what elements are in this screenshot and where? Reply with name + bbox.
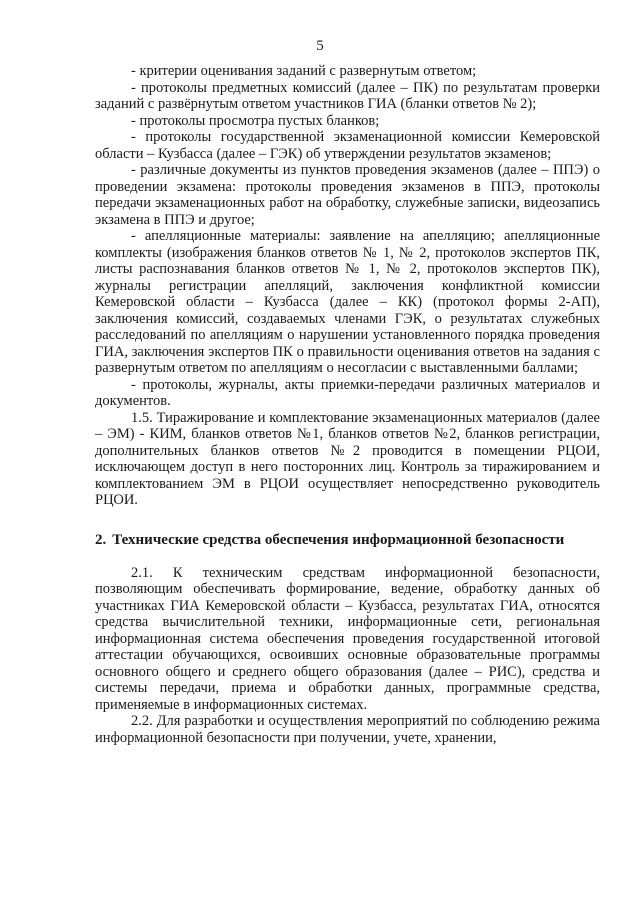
list-item-criteria: - критерии оценивания заданий с развернутым ответом;	[131, 63, 477, 79]
section-2-heading	[95, 531, 600, 549]
clause-2-1: 2.1. К техническим средствам информационной безопасности, позволяющим обеспечивать формирование, ведение, обработку данных об участниках ГИА Кемеровской области – Кузбасса, результатах ГИА, относятся средства вычислительной техники, информационные сети, региональная информационная система обеспечения проведения государственной итоговой аттестации обучающихся, освоивших основные образовательные программы основного общего и среднего общего образования (далее – РИС), средства и системы передачи, приема и обработки данных, программные средства, применяемые в информационных системах.	[95, 564, 600, 713]
list-item-gek-protocols: - протоколы государственной экзаменационной комиссии Кемеровской области – Кузбасса (далее – ГЭК) об утверждении результатов экзаменов;	[95, 129, 600, 162]
list-item-subject-commission-protocols: - протоколы предметных комиссий (далее – ПК) по результатам проверки заданий с развёрнутым ответом участников ГИА (бланки ответов № 2);	[95, 79, 600, 112]
clause-2-2: 2.2. Для разработки и осуществления мероприятий по соблюдению режима информационной безопасности при получении, учете, хранении,	[95, 713, 600, 746]
list-item-acceptance-acts: - протоколы, журналы, акты приемки-передачи различных материалов и документов.	[95, 376, 600, 409]
page-number: 5	[316, 38, 324, 54]
clause-1-5: 1.5. Тиражирование и комплектование экзаменационных материалов (далее – ЭМ) - КИМ, бланков ответов №1, бланков ответов №2, бланков регистрации, дополнительных бланков ответов №2 проводится в помещении РЦОИ, исключающем доступ в него посторонних лиц. Контроль за тиражированием и комплектованием ЭМ в РЦОИ осуществляет непосредственно руководитель РЦОИ.	[95, 409, 600, 508]
list-item-ppe-documents: - различные документы из пунктов проведения экзаменов (далее – ППЭ) о проведении экзамена: протоколы проведения экзаменов в ППЭ, протоколы передачи экзаменационных работ на обработку, служебные записки, видеозапись экзамена в ППЭ и другое;	[95, 162, 600, 228]
document-body	[95, 63, 600, 746]
section-2-title: Технические средства обеспечения информационной безопасности	[112, 531, 565, 548]
list-item-empty-forms-protocols: - протоколы просмотра пустых бланков;	[131, 112, 380, 129]
section-2-number: 2.	[95, 531, 107, 548]
list-item-appeal-materials: - апелляционные материалы: заявление на апелляцию; апелляционные комплекты (изображения бланков ответов № 1, № 2, протоколов экспертов ПК, листы распознавания бланков ответов № 1, № 2, протоколов экспертов ПК), журналы регистрации апелляций, заключения конфликтной комиссии Кемеровской области – Кузбасса (далее – КК) (протокол формы 2-АП), заключения комиссий, создаваемых членами ГЭК, о результатах служебных расследований по апелляциям о нарушении установленного порядка проведения ГИА, заключения экспертов ПК о правильности оценивания ответов на задания с развернутым ответом по апелляциям о несогласии с выставленными баллами;	[95, 228, 600, 376]
